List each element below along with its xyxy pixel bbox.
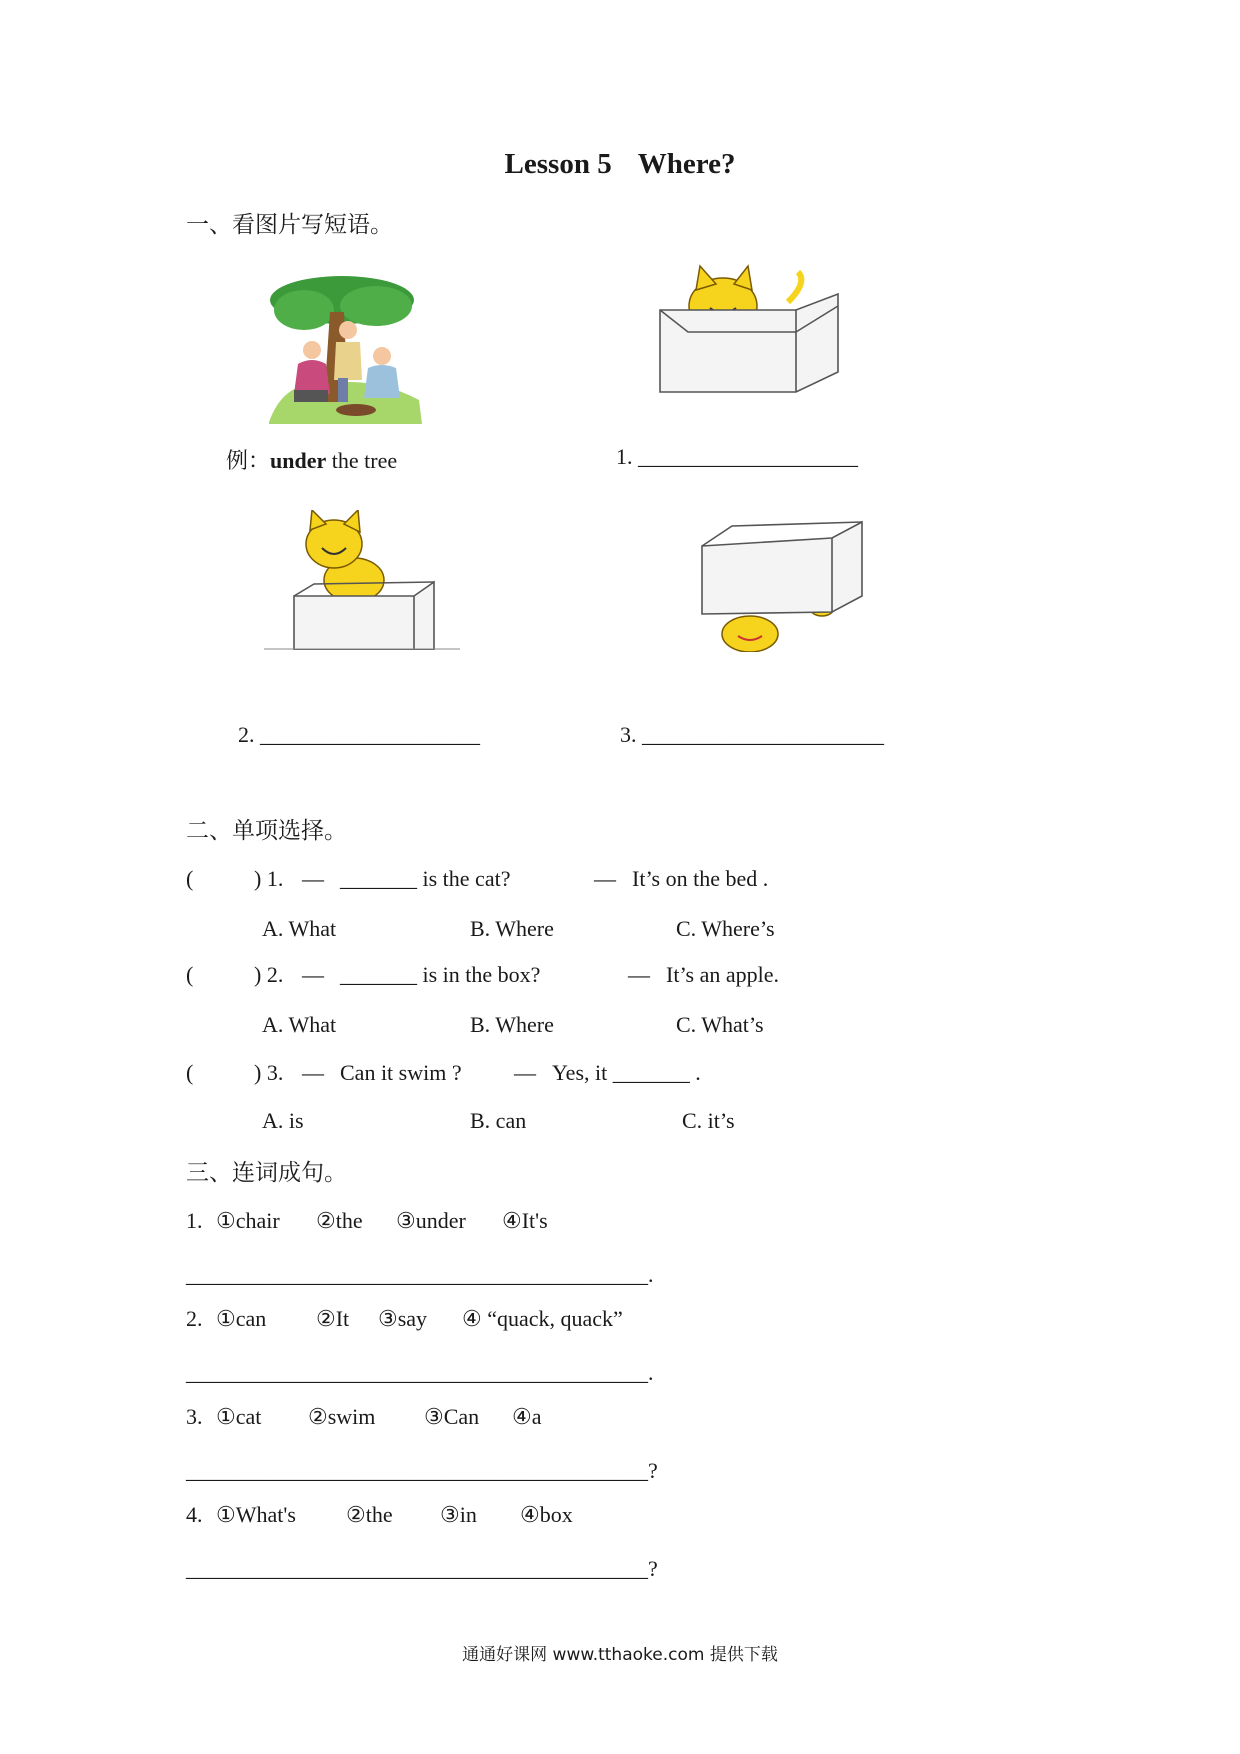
sentence-3-word-3: ③Can bbox=[424, 1404, 480, 1429]
sentence-4-answer-line[interactable]: __________________________________________? bbox=[186, 1556, 658, 1581]
choice-q3-option-b[interactable]: B. can bbox=[470, 1108, 527, 1133]
sentence-3-word-1: ①cat bbox=[216, 1404, 262, 1429]
sentence-2-answer-line[interactable]: __________________________________________. bbox=[186, 1360, 654, 1385]
choice-q1-question: _______ is the cat? bbox=[340, 866, 511, 891]
choice-q2-option-c[interactable]: C. What’s bbox=[676, 1012, 764, 1037]
sentence-2-word-4: ④ “quack, quack” bbox=[462, 1306, 623, 1331]
choice-q3-question: Can it swim ? bbox=[340, 1060, 462, 1085]
choice-q1-answer: It’s on the bed . bbox=[632, 866, 769, 891]
choice-q3-dash: — bbox=[302, 1060, 324, 1085]
choice-q3-option-c[interactable]: C. it’s bbox=[682, 1108, 735, 1133]
sentence-3-word-2: ②swim bbox=[308, 1404, 376, 1429]
sentence-4-word-1: ①What's bbox=[216, 1502, 296, 1527]
cat-in-box-picture bbox=[638, 262, 860, 408]
choice-q1-option-c[interactable]: C. Where’s bbox=[676, 916, 775, 941]
part1-heading: 一、看图片写短语。 bbox=[186, 212, 393, 237]
sentence-4-word-3: ③in bbox=[440, 1502, 477, 1527]
choice-q3-dash-answer: — bbox=[514, 1060, 536, 1085]
choice-q1-dash: — bbox=[302, 866, 324, 891]
sentence-3-number: 3. bbox=[186, 1404, 203, 1429]
lesson-number: Lesson 5 bbox=[504, 148, 612, 180]
choice-q2-question: _______ is in the box? bbox=[340, 962, 541, 987]
item-1 bbox=[616, 444, 858, 470]
item-2-number: 2. bbox=[238, 722, 255, 747]
sentence-4-number: 4. bbox=[186, 1502, 203, 1527]
page-title bbox=[0, 148, 1240, 181]
item-3-number: 3. bbox=[620, 722, 637, 747]
sentence-1-word-2: ②the bbox=[316, 1208, 363, 1233]
sentence-1-word-3: ③under bbox=[396, 1208, 466, 1233]
choice-q2-dash-answer: — bbox=[628, 962, 650, 987]
item-1-blank[interactable]: ____________________ bbox=[638, 444, 858, 469]
choice-q3-option-a[interactable]: A. is bbox=[262, 1108, 304, 1133]
choice-q2-option-b[interactable]: B. Where bbox=[470, 1012, 554, 1037]
sentence-4-word-2: ②the bbox=[346, 1502, 393, 1527]
choice-q2-dash: — bbox=[302, 962, 324, 987]
choice-q3-number: ) 3. bbox=[254, 1060, 284, 1085]
choice-q1-dash-answer: — bbox=[594, 866, 616, 891]
sentence-1-word-4: ④It's bbox=[502, 1208, 548, 1233]
choice-q2-number: ) 2. bbox=[254, 962, 284, 987]
sentence-4-word-4: ④box bbox=[520, 1502, 573, 1527]
example-bold-word: under bbox=[270, 448, 327, 473]
example-rest: the tree bbox=[326, 448, 398, 473]
example-prefix: 例： bbox=[226, 448, 271, 473]
item-3 bbox=[620, 722, 884, 748]
choice-q1-option-a[interactable]: A. What bbox=[262, 916, 337, 941]
sentence-1-word-1: ①chair bbox=[216, 1208, 280, 1233]
cat-under-box-picture bbox=[672, 516, 872, 652]
choice-q3-paren[interactable]: ( bbox=[186, 1060, 194, 1085]
item-3-blank[interactable]: ______________________ bbox=[642, 722, 884, 747]
sentence-3-word-4: ④a bbox=[512, 1404, 542, 1429]
choice-q1-number: ) 1. bbox=[254, 866, 284, 891]
footer-source: 通通好课网 www.tthaoke.com 提供下载 bbox=[462, 1645, 778, 1665]
cat-on-box-picture bbox=[264, 510, 460, 650]
sentence-2-word-1: ①can bbox=[216, 1306, 267, 1331]
choice-q3-answer: Yes, it _______ . bbox=[552, 1060, 701, 1085]
sentence-3-answer-line[interactable]: __________________________________________? bbox=[186, 1458, 658, 1483]
choice-q1-option-b[interactable]: B. Where bbox=[470, 916, 554, 941]
choice-q1-paren[interactable]: ( bbox=[186, 866, 194, 891]
sentence-2-word-3: ③say bbox=[378, 1306, 428, 1331]
example-answer bbox=[226, 444, 397, 475]
item-2-blank[interactable]: ____________________ bbox=[260, 722, 480, 747]
lesson-topic: Where? bbox=[637, 148, 736, 180]
sentence-2-number: 2. bbox=[186, 1306, 203, 1331]
choice-q2-answer: It’s an apple. bbox=[666, 962, 780, 987]
sentence-2-word-2: ②It bbox=[316, 1306, 350, 1331]
part3-heading: 三、连词成句。 bbox=[186, 1160, 347, 1185]
sentence-1-number: 1. bbox=[186, 1208, 203, 1233]
sentence-1-answer-line[interactable]: __________________________________________. bbox=[186, 1262, 654, 1287]
item-1-number: 1. bbox=[616, 444, 633, 469]
choice-q2-paren[interactable]: ( bbox=[186, 962, 194, 987]
under-tree-picture bbox=[264, 272, 424, 424]
choice-q2-option-a[interactable]: A. What bbox=[262, 1012, 337, 1037]
item-2 bbox=[238, 722, 480, 748]
part2-heading: 二、单项选择。 bbox=[186, 818, 347, 843]
